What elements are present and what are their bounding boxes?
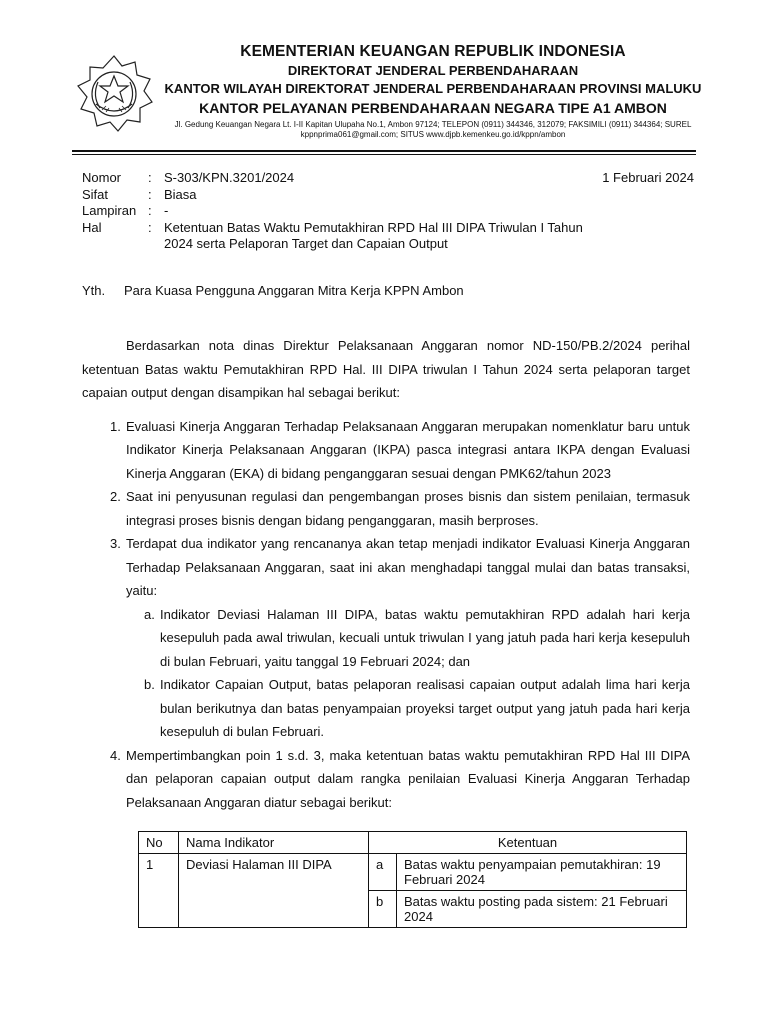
letter-date: 1 Februari 2024 (602, 170, 694, 185)
sub-item (126, 603, 690, 674)
item-text: Evaluasi Kinerja Anggaran Terhadap Pelaksanaan Anggaran merupakan nomenklatur baru untuk Indikator Kinerja Pelaksanaan Anggaran (IKPA) pasca integrasi antara IKPA dengan Evaluasi Kinerja Anggaran (EKA) di bidang penganggaran sesuai dengan PMK62/tahun 2023 (126, 418, 690, 481)
table-row (139, 854, 687, 891)
sub-item (126, 673, 690, 744)
item-content (126, 532, 690, 744)
colon: : (148, 170, 152, 185)
kemenkeu-logo-icon (72, 52, 156, 136)
letterhead-divider (72, 150, 696, 152)
intro-paragraph: Berdasarkan nota dinas Direktur Pelaksanaan Anggaran nomor ND-150/PB.2/2024 perihal ketentuan Batas waktu Pemutakhiran RPD Hal. III DIPA triwulan I Tahun 2024 serta pelaporan target capaian output dengan disampikan hal sebagai berikut: (82, 338, 690, 400)
sub-item-text: Indikator Deviasi Halaman III DIPA, batas waktu pemutakhiran RPD adalah hari kerja kesepuluh pada awal triwulan, kecuali untuk triwulan I yang jatuh pada hari kerja kesepuluh di bulan Februari, yaitu tanggal 19 Februari 2024; dan (160, 606, 690, 669)
item-text: Mempertimbangkan poin 1 s.d. 3, maka ketentuan batas waktu pemutakhiran RPD Hal III DIPA dan pelaporan capaian output dalam rangka penilaian Evaluasi Kinerja Anggaran Terhadap Pelaksanaan Anggaran diatur sebagai berikut: (126, 747, 690, 810)
nomor-value: S-303/KPN.3201/2024 (164, 170, 295, 185)
header-no: No (139, 832, 179, 854)
directorate-name: DIREKTORAT JENDERAL PERBENDAHARAAN (287, 63, 579, 78)
item-number: 2. (110, 489, 121, 504)
item-text: Saat ini penyusunan regulasi dan pengembangan proses bisnis dan sistem penilaian, termasuk integrasi proses bisnis dengan bidang penganggaran, masih berproses. (126, 489, 690, 528)
cell-sub-label: b (369, 891, 397, 928)
cell-no: 1 (139, 854, 179, 928)
list-item (82, 532, 690, 744)
recipient-value: Para Kuasa Pengguna Anggaran Mitra Kerja KPPN Ambon (124, 283, 464, 298)
lampiran-label: Lampiran (82, 203, 137, 218)
lampiran-value: - (164, 203, 169, 218)
list-item (82, 744, 690, 815)
colon: : (148, 203, 152, 218)
nomor-label: Nomor (82, 170, 122, 185)
cell-sub-label: a (369, 854, 397, 891)
colon: : (148, 219, 152, 235)
regional-office-name: KANTOR WILAYAH DIREKTORAT JENDERAL PERBENDAHARAAN PROVINSI MALUKU (164, 81, 702, 96)
recipient (82, 283, 464, 298)
hal-value: Ketentuan Batas Waktu Pemutakhiran RPD Hal III DIPA Triwulan I Tahun 2024 serta Pelaporan Target dan Capaian Output (164, 219, 583, 251)
cell-ketentuan: Batas waktu posting pada sistem: 21 Februari 2024 (397, 891, 687, 928)
meta-sifat (82, 187, 694, 204)
letter-body (82, 334, 690, 814)
sub-item-text: Indikator Capaian Output, batas pelaporan realisasi capaian output adalah lima hari kerja bulan berikutnya dan batas penyampaian proyeksi target output yang jatuh pada hari kerja kesepuluh di bulan Februari. (160, 677, 690, 739)
item-number: 4. (110, 747, 121, 763)
item-number: 1. (110, 418, 121, 434)
item-text: Terdapat dua indikator yang rencananya akan tetap menjadi indikator Evaluasi Kinerja Anggaran Terhadap Pelaksanaan Anggaran, saat ini akan menghadapi tanggal mulai dan batas transaksi, yaitu: (126, 536, 690, 598)
item-number: 3. (110, 536, 121, 551)
table-header-row (139, 832, 687, 854)
recipient-label: Yth. (82, 283, 106, 298)
meta-hal (82, 220, 694, 253)
sub-item-label: a. (144, 606, 155, 622)
colon: : (148, 186, 152, 202)
cell-nama: Deviasi Halaman III DIPA (179, 854, 369, 928)
ministry-name: KEMENTERIAN KEUANGAN REPUBLIK INDONESIA (240, 43, 626, 60)
letter-meta (82, 170, 694, 253)
sifat-value: Biasa (164, 186, 197, 202)
list-item (82, 415, 690, 486)
ketentuan-table (138, 831, 687, 928)
office-name: KANTOR PELAYANAN PERBENDAHARAAN NEGARA TIPE A1 AMBON (199, 100, 667, 116)
letterhead-divider-thin (72, 154, 696, 155)
meta-lampiran (82, 203, 694, 220)
numbered-list (82, 415, 690, 815)
sifat-label: Sifat (82, 186, 109, 202)
cell-ketentuan: Batas waktu penyampaian pemutakhiran: 19 Februari 2024 (397, 854, 687, 891)
letterhead (162, 42, 704, 140)
sub-item-label: b. (144, 677, 155, 692)
list-item (82, 485, 690, 532)
header-nama-indikator: Nama Indikator (179, 832, 369, 854)
hal-label: Hal (82, 219, 102, 235)
office-address: Jl. Gedung Keuangan Negara Lt. I-II Kapitan Ulupaha No.1, Ambon 97124; TELEPON (0911) 344346, 312079; FAKSIMILI (0911) 344364; SUREL kppnprima061@gmail.com; SITUS www.djpb.kemenkeu.go.id/kppn/ambon (174, 120, 692, 139)
header-ketentuan: Ketentuan (369, 832, 687, 854)
